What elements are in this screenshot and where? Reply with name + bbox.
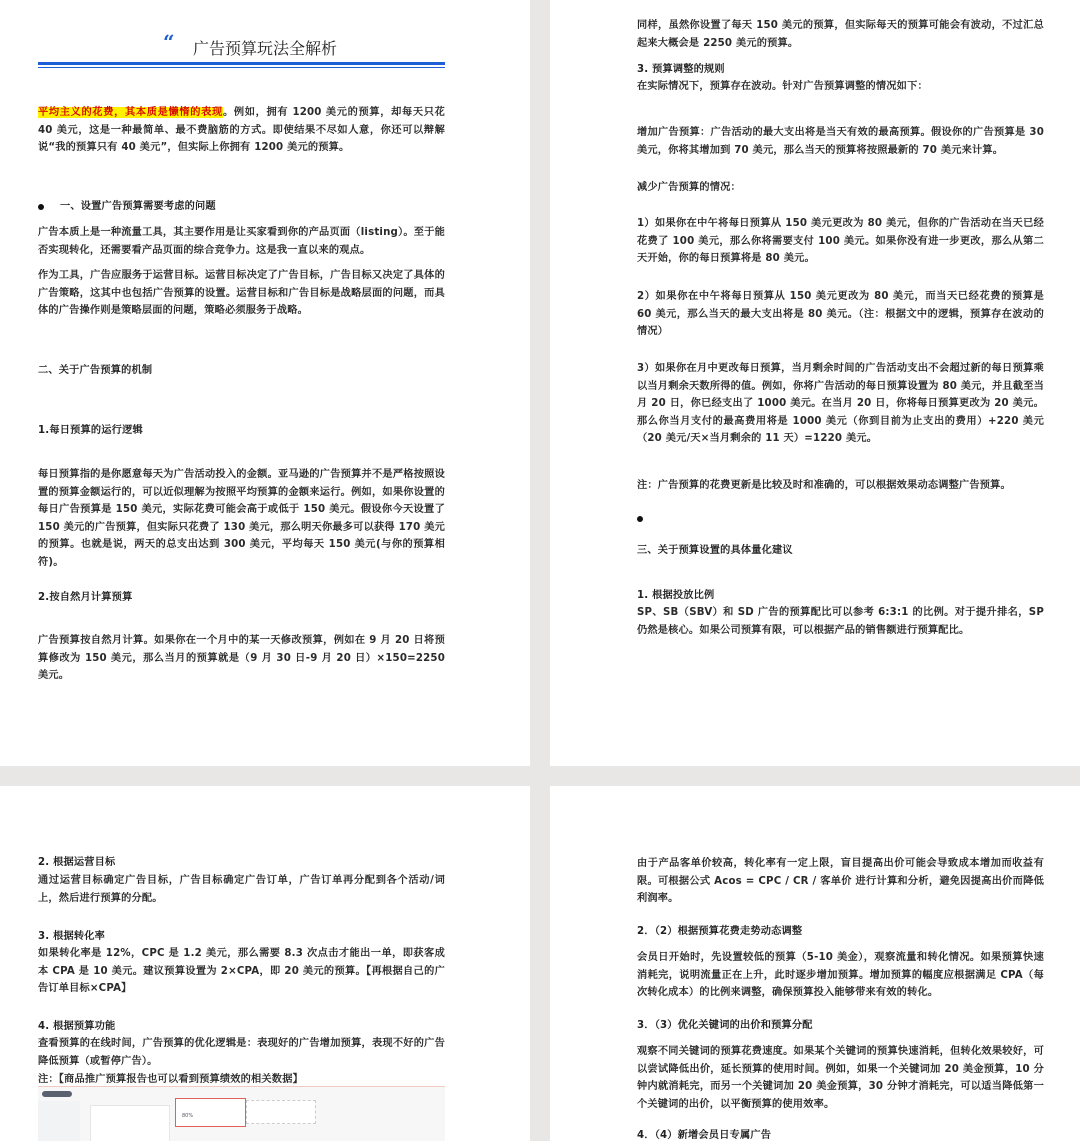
quote-icon: “ xyxy=(163,30,175,54)
screenshot-sidebar xyxy=(38,1101,80,1141)
intro-paragraph xyxy=(38,104,445,157)
paragraph: 通过运营目标确定广告目标，广告目标确定广告订单，广告订单再分配到各个活动/词上，然后进行预算的分配。 xyxy=(38,875,445,904)
paragraph: 减少广告预算的情况： xyxy=(637,182,741,193)
document-page-4 xyxy=(550,786,1080,1141)
subheading: 2．（2）根据预算花费走势动态调整 xyxy=(637,926,803,937)
paragraph: 1）如果你在中午将每日预算从 150 美元更改为 80 美元，但你的广告活动在当天已经花费了 100 美元，那么你将需要支付 100 美元。如果你没有进一步更改，那么从第二天开始，你的每日预算将是 80 美元。 xyxy=(637,218,1044,265)
subheading: 1.每日预算的运行逻辑 xyxy=(38,425,143,436)
section3-heading: 三、关于预算设置的具体量化建议 xyxy=(637,545,793,556)
title-divider-thin xyxy=(38,67,445,68)
paragraph: 在实际情况下，预算存在波动。针对广告预算调整的情况如下： xyxy=(637,81,928,92)
subheading: 4．（4）新增会员日专属广告 xyxy=(637,1130,772,1141)
note: 注：【商品推广预算报告也可以看到预算绩效的相关数据】 xyxy=(38,1074,303,1085)
section2-heading: 二、关于广告预算的机制 xyxy=(38,365,153,376)
bullet-icon xyxy=(637,516,643,522)
paragraph: 由于产品客单价较高，转化率有一定上限，盲目提高出价可能会导致成本增加而收益有限。可根据公式 Acos = CPC / CR / 客单价 进行计算和分析，避免因提高出价而降低利润率。 xyxy=(637,858,1044,905)
screenshot-dashed-box xyxy=(246,1100,316,1124)
bullet-icon xyxy=(38,204,44,210)
subheading: 3. 根据转化率 xyxy=(38,931,106,942)
page-title: 广告预算玩法全解析 xyxy=(192,39,337,58)
paragraph: 每日预算指的是你愿意每天为广告活动投入的金额。亚马逊的广告预算并不是严格按照设置的预算金额运行的，可以近似理解为按照平均预算的金额来运行。例如，如果你设置的每日广告预算是 150 美元，实际花费可能会高于或低于 150 美元。假设你今天设置了 150 美元的广告预算，但实际只花费了 130 美元，那么明天你最多可以获得 170 美元的预算。也就是说，两天的总支出达到 300 美元，平均每天 150 美元(与你的预算相符)。 xyxy=(38,469,445,568)
paragraph: 作为工具，广告应服务于运营目标。运营目标决定了广告目标，广告目标又决定了具体的广告策略，这其中也包括广告预算的设置。运营目标和广告目标是战略层面的问题，而具体的广告操作则是策略层面的问题，策略必须服务于战略。 xyxy=(38,270,445,317)
paragraph: 2）如果你在中午将每日预算从 150 美元更改为 80 美元，而当天已经花费的预算是 60 美元，那么当天的最大支出将是 80 美元。（注：根据文中的逻辑，预算存在波动的情况） xyxy=(637,291,1044,338)
highlighted-budget-box xyxy=(175,1098,246,1127)
note: 注：广告预算的花费更新是比较及时和准确的，可以根据效果动态调整广告预算。 xyxy=(637,480,1011,491)
paragraph: 查看预算的在线时间，广告预算的优化逻辑是：表现好的广告增加预算，表现不好的广告降低预算（或暂停广告）。 xyxy=(38,1038,445,1067)
subheading: 3. 预算调整的规则 xyxy=(637,64,725,75)
subheading: 1. 根据投放比例 xyxy=(637,590,715,601)
title-divider xyxy=(38,62,445,65)
subheading: 4. 根据预算功能 xyxy=(38,1021,116,1032)
paragraph: 观察不同关键词的预算花费速度。如果某个关键词的预算快速消耗，但转化效果较好，可以尝试降低出价，延长预算的使用时间。例如，如果一个关键词加 20 美金预算，10 分钟内就消耗完，而另一个关键词加 20 美金预算，30 分钟才消耗完，可以适当降低第一个关键词的出价，以平衡预算的使用效率。 xyxy=(637,1046,1044,1110)
paragraph: 广告本质上是一种流量工具，其主要作用是让买家看到你的产品页面（listing）。至于能否实现转化，还需要看产品页面的综合竞争力。这是我一直以来的观点。 xyxy=(38,227,445,256)
embedded-screenshot xyxy=(38,1086,445,1141)
budget-percentage: 80% xyxy=(182,1113,194,1119)
paragraph: 3）如果你在月中更改每日预算，当月剩余时间的广告活动支出不会超过新的每日预算乘以当月剩余天数所得的值。例如，你将广告活动的每日预算设置为 80 美元，并且截至当月 20 日，你已经支出了 1000 美元。在当月 20 日，你将每日预算更改为 20 美元。那么你当月支付的最高费用将是 1000 美元（你到目前为止支出的费用）+220 美元（20 美元/天×当月剩余的 11 天）=1220 美元。 xyxy=(637,363,1044,445)
section1-heading: 一、设置广告预算需要考虑的问题 xyxy=(60,201,216,212)
subheading: 3．（3）优化关键词的出价和预算分配 xyxy=(637,1020,813,1031)
screenshot-card xyxy=(90,1105,170,1141)
document-page-3 xyxy=(0,786,530,1141)
paragraph: 增加广告预算：广告活动的最大支出将是当天有效的最高预算。假设你的广告预算是 30 美元，你将其增加到 70 美元，那么当天的预算将按照最新的 70 美元来计算。 xyxy=(637,127,1044,156)
paragraph: 会员日开始时，先设置较低的预算（5-10 美金），观察流量和转化情况。如果预算快速消耗完，说明流量正在上升，此时逐步增加预算。增加预算的幅度应根据满足 CPA（每次转化成本）的比例来调整，确保预算投入能够带来有效的转化。 xyxy=(637,952,1044,999)
subheading: 2.按自然月计算预算 xyxy=(38,592,133,603)
document-page-1 xyxy=(0,0,530,766)
subheading: 2. 根据运营目标 xyxy=(38,857,116,868)
intro-text: 。例如，拥有 1200 美元的预算，却每天只花 40 美元，这是一种最简单、最不费脑筋的方式。即使结果不尽如人意，你还可以辩解说“我的预算只有 40 美元”，但实际上你拥有 1200 美元的预算。 xyxy=(38,107,446,154)
document-page-2 xyxy=(550,0,1080,766)
screenshot-tab xyxy=(42,1091,72,1097)
paragraph: 广告预算按自然月计算。如果你在一个月中的某一天修改预算，例如在 9 月 20 日将预算修改为 150 美元，那么当月的预算就是（9 月 30 日-9 月 20 日）×150=2250 美元。 xyxy=(38,635,445,682)
paragraph: 如果转化率是 12%，CPC 是 1.2 美元，那么需要 8.3 次点击才能出一单，即获客成本 CPA 是 10 美元。建议预算设置为 2×CPA，即 20 美元的预算。【再根据自己的广告订单目标×CPA】 xyxy=(38,948,445,995)
highlighted-text: 平均主义的花费，其本质是懒惰的表现 xyxy=(38,107,223,118)
paragraph: 同样，虽然你设置了每天 150 美元的预算，但实际每天的预算可能会有波动，不过汇总起来大概会是 2250 美元的预算。 xyxy=(637,20,1044,49)
paragraph: SP、SB（SBV）和 SD 广告的预算配比可以参考 6:3:1 的比例。对于提升排名，SP 仍然是核心。如果公司预算有限，可以根据产品的销售额进行预算配比。 xyxy=(637,607,1044,636)
